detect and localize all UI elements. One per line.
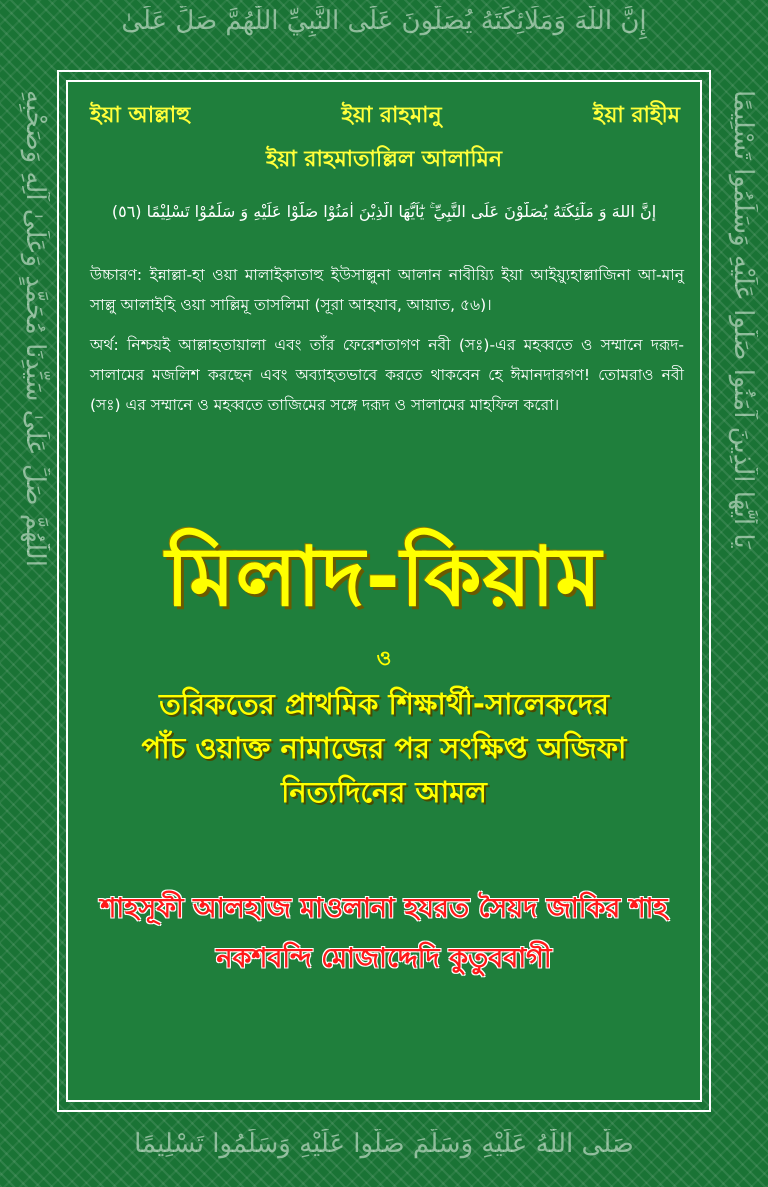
border-calligraphy-top: إِنَّ اللَّهَ وَمَلَائِكَتَهُ يُصَلُّونَ عَلَى النَّبِيِّ اللّٰهُمَّ صَلِّ عَلَىٰ	[121, 6, 647, 36]
subtitle-line-1: তরিকতের প্রাথমিক শিক্ষার্থী-সালেকদের	[159, 687, 609, 721]
border-calligraphy-left: اللّٰهُمَّ صَلِّ عَلَىٰ سَيِّدِنَا مُحَمَّدٍ وَعَلَىٰ آلِهِ وَصَحْبِهِ	[20, 90, 50, 567]
verse-meaning: অর্থ: নিশ্চয়ই আল্লাহতায়ালা এবং তাঁর ফেরেশতাগণ নবী (সঃ)-এর মহব্বতে ও সম্মানে দরূদ-সালামের মজলিশ করছেন এবং অব্যাহতভাবে করতে থাকবেন হে ঈমানদারগণ! তোমরাও নবী (সঃ) এর সম্মানে ও মহব্বতে তাজিমের সঙ্গে দরূদ ও সালামের মাহফিল করো।	[90, 336, 684, 414]
border-calligraphy-right: يَا أَيُّهَا الَّذِينَ آمَنُوا صَلُّوا عَلَيْهِ وَسَلِّمُوا تَسْلِيمًا	[728, 90, 758, 549]
verse-pronunciation: উচ্চারণ: ইন্নাল্লা-হা ওয়া মালাইকাতাহু ইউসাল্লুনা আলান নাবীয়্যি ইয়া আইয়্যুহাল্লাজিনা আ-মানু সাল্লু আলাইহি ওয়া সাল্লিমূ তাসলিমা (সূরা আহযাব, আয়াত, ৫৬)।	[90, 266, 684, 314]
quran-verse-arabic: إِنَّ اللهَ وَ مَلٰٓئِكَتَهُ يُصَلُّوْنَ عَلَى النَّبِيِّ ۚ يٰٓاَيُّهَا الَّذِيْنَ اٰمَنُوْا صَلُّوْا عَلَيْهِ وَ سَلِّمُوْا تَسْلِيْمًا (٥٦)	[111, 202, 657, 221]
divine-name-3: ইয়া রাহীম	[593, 103, 680, 128]
divine-name-2: ইয়া রাহমানু	[341, 103, 442, 128]
subtitle-line-2: পাঁচ ওয়াক্ত নামাজের পর সংক্ষিপ্ত অজিফা	[141, 731, 627, 765]
author-line-1: শাহসূফী আলহাজ মাওলানা হযরত সৈয়দ জাকির শাহ	[100, 893, 668, 924]
divine-names-row	[90, 98, 680, 135]
subtitle-line-3: নিত্যদিনের আমল	[281, 775, 487, 809]
divine-name-line2: ইয়া রাহমাতাল্লিল আলামিন	[265, 147, 503, 172]
border-calligraphy-bottom: صَلَّى اللّٰهُ عَلَيْهِ وَسَلَّمَ صَلُّوا عَلَيْهِ وَسَلِّمُوا تَسْلِيمًا	[134, 1129, 634, 1159]
divine-name-1: ইয়া আল্লাহু	[90, 103, 191, 128]
book-title: মিলাদ-কিয়াম	[165, 530, 603, 625]
title-conjunction: ও	[376, 646, 392, 670]
author-line-2: নকশবন্দি মোজাদ্দেদি কুতুববাগী	[216, 943, 552, 974]
